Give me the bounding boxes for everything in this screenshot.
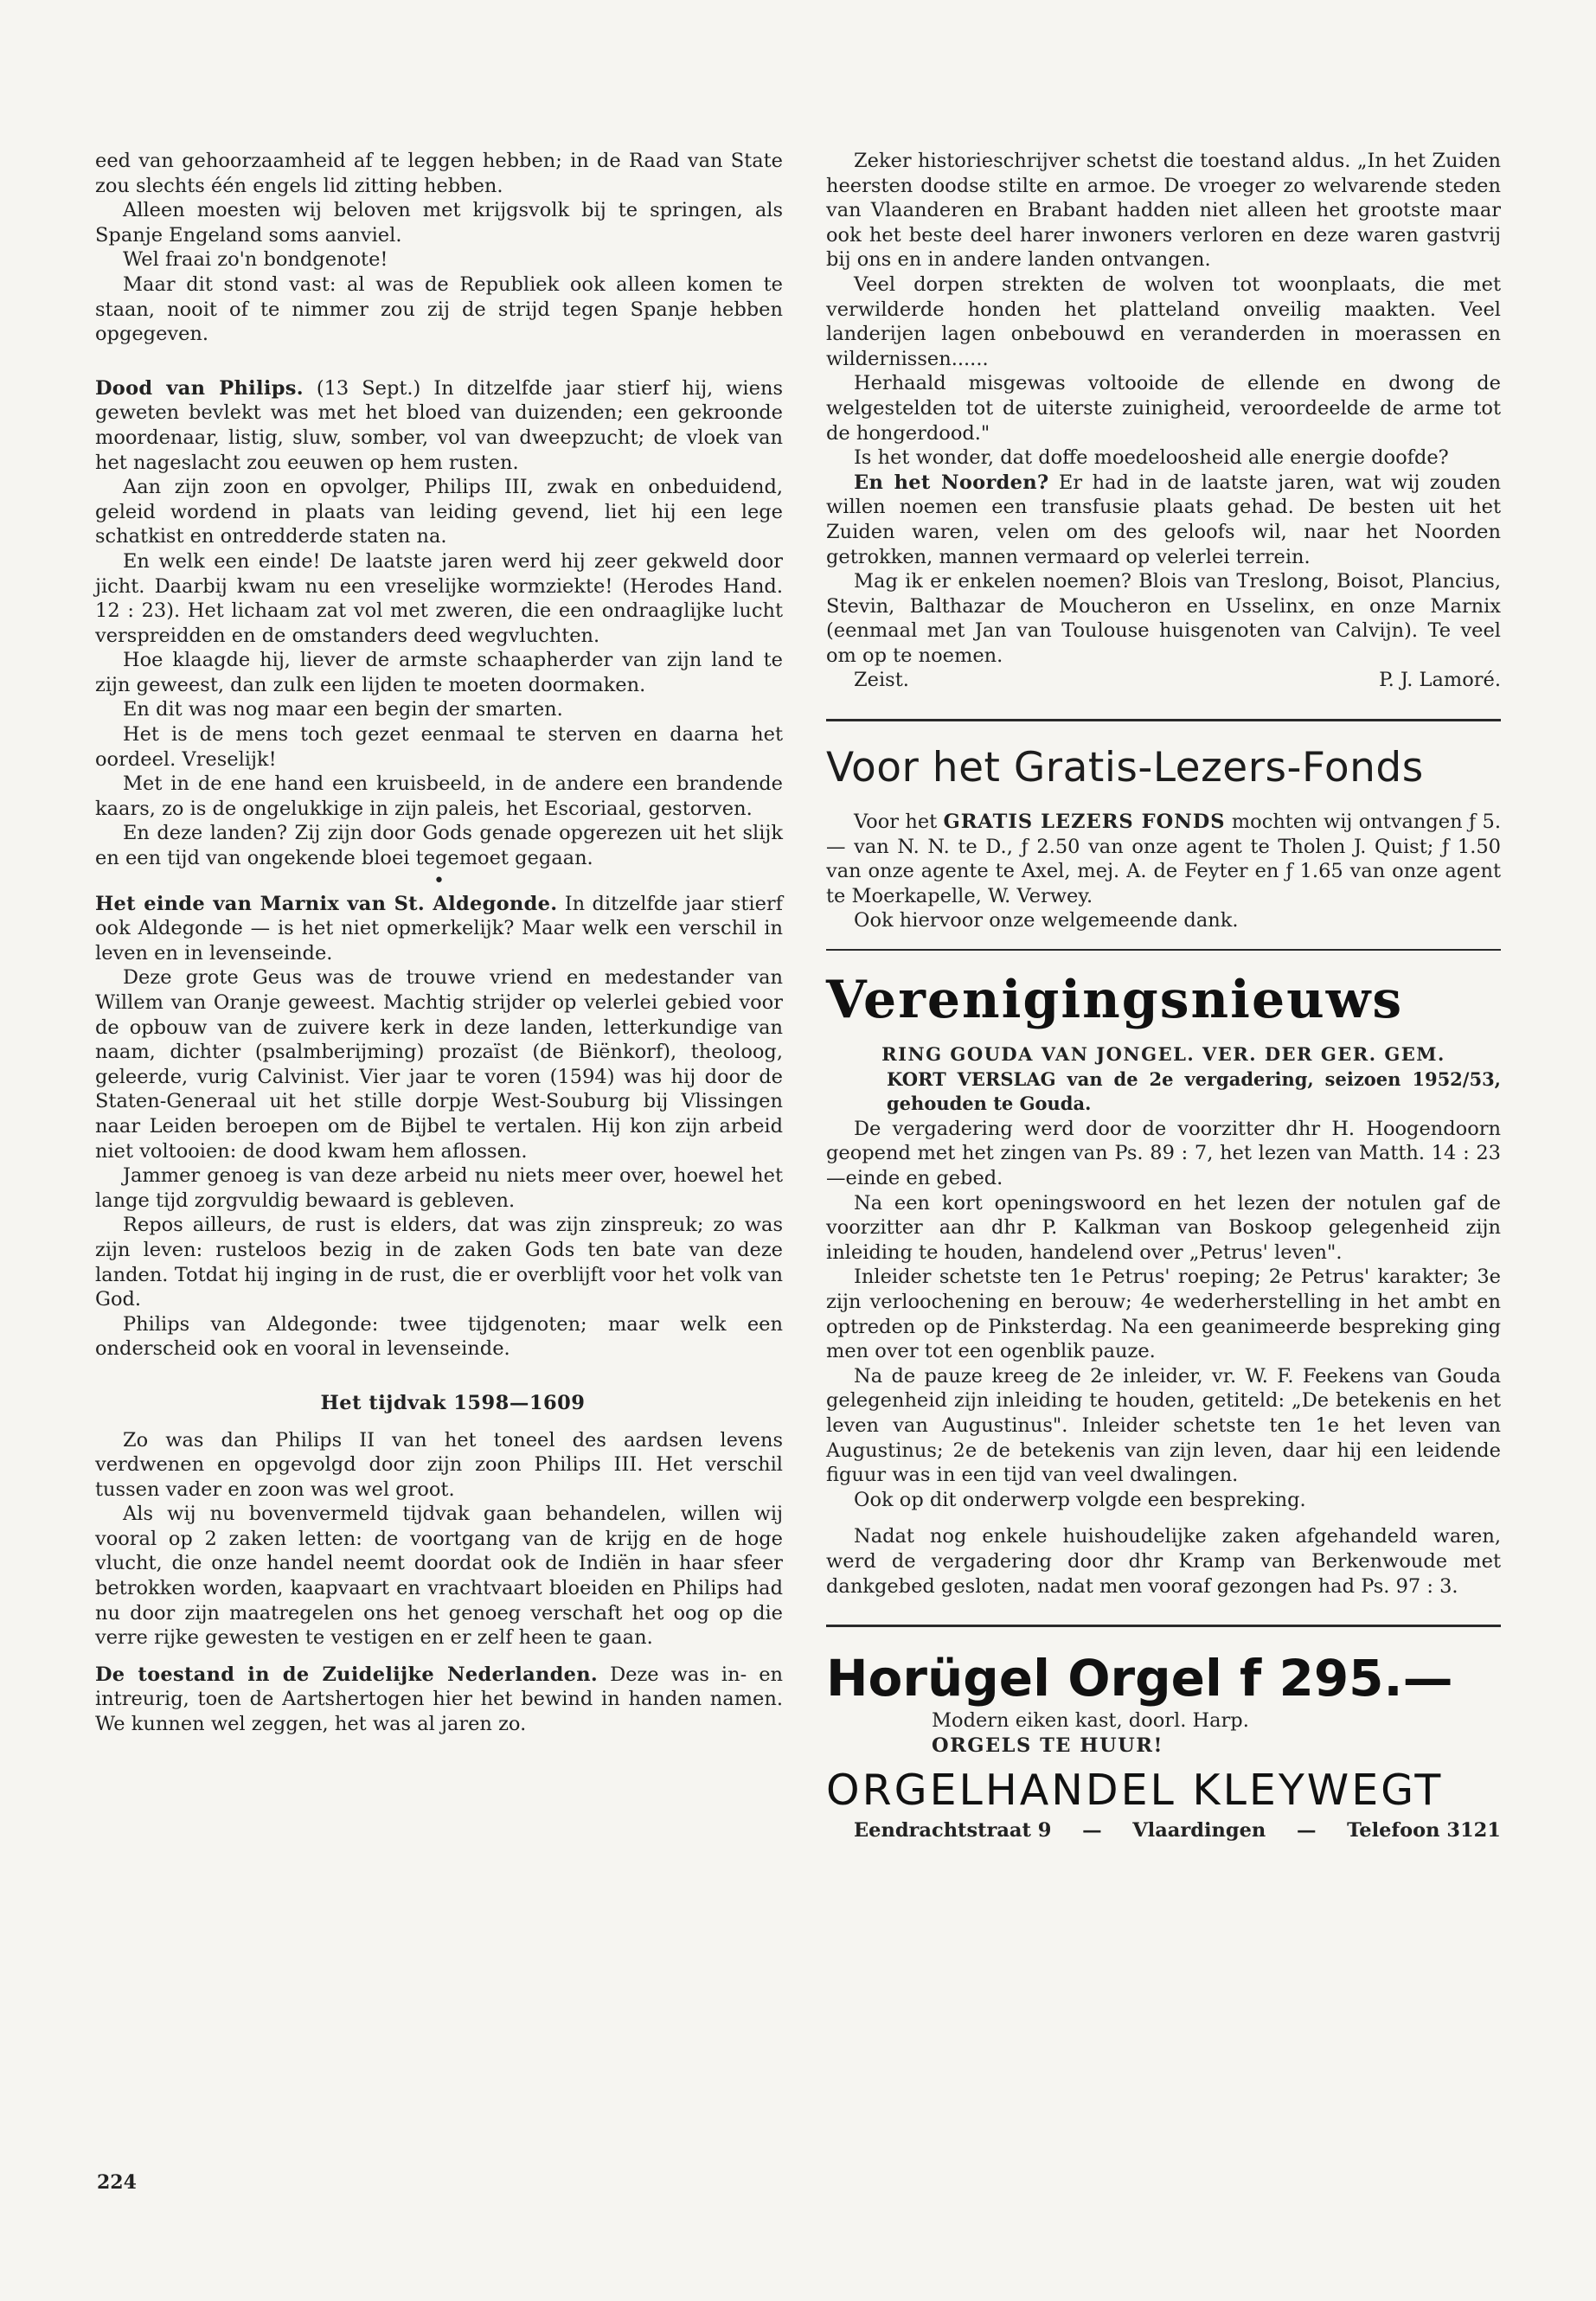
paragraph: Wel fraai zo'n bondgenote! [123, 248, 388, 272]
paragraph: Is het wonder, dat doffe moedeloosheid alle energie doofde? [854, 446, 1449, 470]
signature-place: Zeist. [854, 669, 909, 692]
paragraph: Veel dorpen strekten de wolven tot woonplaats, die met verwilderde honden het platteland onveilig maakten. Veel landerijen lagen onbebouwd en veranderden in moerassen en wildernissen...... [826, 272, 1501, 370]
signature-name: P. J. Lamoré. [1379, 669, 1501, 692]
section-text: Deze was in- en intreurig, toen de Aartshertogen hier het bewind in handen namen. We kunnen wel zeggen, het was al jaren zo. [95, 1663, 784, 1736]
advertisement [826, 1648, 1501, 1843]
verslag-heading: KORT VERSLAG van de 2e vergadering, seizoen 1952/53, gehouden te Gouda. [887, 1067, 1501, 1115]
right-column [826, 149, 1501, 1843]
text: mochten wij ontvangen ƒ 5.— van N. N. te D., ƒ 2.50 van onze agent te Tholen J. Quist; ƒ 1.50 van onze agente te Axel, mej. A. de Feyter en ƒ 1.65 van onze agent te Moerkapelle, W. Verwey. [826, 811, 1502, 907]
ring-heading: RING GOUDA VAN JONGEL. VER. DER GER. GEM. [881, 1043, 1445, 1066]
paragraph: Nadat nog enkele huishoudelijke zaken afgehandeld waren, werd de vergadering door dhr Kramp van Berkenwoude met dankgebed gesloten, nadat men vooraf gezongen had Ps. 97 : 3. [826, 1525, 1501, 1598]
paragraph: Ook hiervoor onze welgemeende dank. [854, 909, 1239, 933]
fund-name: GRATIS LEZERS FONDS [943, 811, 1226, 834]
ad-dash: — [1296, 1819, 1317, 1843]
paragraph: Mag ik er enkelen noemen? Blois van Treslong, Boisot, Plancius, Stevin, Balthazar de Moucheron en Usselinx, en onze Marnix (eenmaal met Jan van Toulouse huisgenoten van Calvijn). Te veel om op te noemen. [826, 570, 1501, 667]
paragraph: Philips van Aldegonde: twee tijdgenoten; maar welk een onderscheid ook en vooral in levenseinde. [95, 1312, 783, 1361]
gratis-heading: Voor het Gratis-Lezers-Fonds [826, 744, 1424, 792]
paragraph: Zo was dan Philips II van het toneel des aardsen levens verdwenen en opgevolgd door zijn zoon Philips III. Het verschil tussen vader en zoon was wel groot. [95, 1428, 783, 1501]
section-noorden [826, 471, 1501, 569]
section-marnix [95, 892, 783, 966]
paragraph: Deze grote Geus was de trouwe vriend en medestander van Willem van Oranje geweest. Machtig strijder op velerlei gebied voor de opbouw van de zuivere kerk in deze landen, letterkundige van naam, dichter (psalmberijming) prozaïst (de Biënkorf), theoloog, geleerde, vurig Calvinist. Vier jaar te voren (1594) was hij door de Staten-Generaal uit het stille dorpje West-Souburg bij Vlissingen naar Leiden beroepen om de Bijbel te vertalen. Hij kon zijn arbeid niet voltooien: de dood kwam hem aflossen. [95, 966, 783, 1163]
paragraph: Inleider schetste ten 1e Petrus' roeping; 2e Petrus' karakter; 3e zijn verloochening en berouw; 4e wederherstelling in het ambt en optreden op de Pinksterdag. Na een geanimeerde bespreking ging men over tot een ogenblik pauze. [826, 1266, 1501, 1363]
ad-title: Horügel Orgel f 295.— [826, 1649, 1453, 1708]
paragraph: Met in de ene hand een kruisbeeld, in de andere een brandende kaars, zo is de ongelukkige in zijn paleis, het Escoriaal, gestorven. [95, 772, 783, 820]
ad-address [826, 1818, 1501, 1843]
ad-company: ORGELHANDEL KLEYWEGT [826, 1766, 1444, 1816]
section-lead: Het einde van Marnix van St. Aldegonde. [95, 892, 558, 915]
paragraph: En welk een einde! De laatste jaren werd hij zeer gekweld door jicht. Daarbij kwam nu een vreselijke wormziekte! (Herodes Hand. 12 : 23). Het lichaam zat vol met zweren, die een ondraaglijke lucht verspreidden en de omstanders deed wegvluchten. [95, 549, 783, 647]
paragraph: En deze landen? Zij zijn door Gods genade opgerezen uit het slijk en een tijd van ongekende bloei tegemoet gegaan. [95, 822, 783, 870]
paragraph: Alleen moesten wij beloven met krijgsvolk bij te springen, als Spanje Engeland soms aanviel. [95, 199, 783, 247]
section-text: (13 Sept.) In ditzelfde jaar stierf hij, wiens geweten bevlekt was met het bloed van duizenden; een gekroonde moordenaar, listig, sluw, somber, vol van dweepzucht; de vloek van het nageslacht zou eeuwen op hem rusten. [95, 376, 783, 474]
paragraph: En dit was nog maar een begin der smarten. [123, 698, 563, 721]
paragraph: Zeker historieschrijver schetst die toestand aldus. „In het Zuiden heersten doodse stilte en armoe. De vroeger zo welvarende steden van Vlaanderen en Brabant hadden niet alleen het grootste maar ook het beste deel harer inwoners verloren en deze waren gastvrij bij ons en in andere landen ontvangen. [826, 150, 1501, 272]
ad-rental: ORGELS TE HUUR! [932, 1734, 1163, 1757]
section-lead: En het Noorden? [854, 471, 1049, 494]
ad-line: Modern eiken kast, doorl. Harp. [932, 1709, 1249, 1733]
ad-phone: Telefoon 3121 [1347, 1819, 1501, 1843]
left-column [95, 149, 783, 1737]
section-philips [95, 376, 783, 475]
section-lead: Dood van Philips. [95, 376, 304, 400]
paragraph: Na een kort openingswoord en het lezen der notulen gaf de voorzitter aan dhr P. Kalkman van Boskoop gelegenheid zijn inleiding te houden, handelend over „Petrus' leven". [826, 1191, 1501, 1264]
section-heading: Het tijdvak 1598—1609 [320, 1391, 586, 1414]
paragraph: De vergadering werd door de voorzitter dhr H. Hoogendoorn geopend met het zingen van Ps. 89 : 7, het lezen van Matth. 14 : 23—einde en gebed. [826, 1117, 1501, 1189]
ad-dash: — [1082, 1819, 1102, 1843]
verenigingsnieuws-heading: Verenigingsnieuws [826, 970, 1404, 1031]
paragraph: Maar dit stond vast: al was de Republiek ook alleen komen te staan, nooit of te nimmer zou zij de strijd tegen Spanje hebben opgegeven. [95, 272, 783, 346]
ad-city: Vlaardingen [1132, 1819, 1266, 1843]
text: Voor het [854, 811, 944, 834]
paragraph: Na de pauze kreeg de 2e inleider, vr. W. F. Feekens van Gouda gelegenheid zijn inleiding te houden, getiteld: „De betekenis en het leven van Augustinus". Inleider schetste ten 1e het leven van Augustinus; 2e de betekenis van zijn leven, daar hij een leidende figuur was in een tijd van veel dwalingen. [826, 1364, 1501, 1487]
paragraph: Als wij nu bovenvermeld tijdvak gaan behandelen, willen wij vooral op 2 zaken letten: de voortgang van de krijg en de hoge vlucht, die onze handel neemt doordat ook de Indiën in haar sfeer betrokken worden, kaapvaart en vrachtvaart bloeiden en Philips had nu door zijn maatregelen ons het genoeg verschaft het oog op die verre rijke gewesten te vestigen en er zelf heen te gaan. [95, 1503, 783, 1650]
gratis-paragraph [826, 810, 1501, 908]
signature [826, 668, 1501, 693]
section-lead: De toestand in de Zuidelijke Nederlanden. [95, 1663, 599, 1686]
paragraph: eed van gehoorzaamheid af te leggen hebben; in de Raad van State zou slechts één engels lid zitting hebben. [95, 150, 783, 197]
paragraph: Herhaald misgewas voltooide de ellende en dwong de welgestelden tot de uiterste zuinigheid, veroordeelde de arme tot de hongerdood." [826, 372, 1501, 445]
section-zuid [95, 1663, 783, 1737]
ad-street: Eendrachtstraat 9 [854, 1819, 1052, 1843]
divider [826, 719, 1501, 721]
section-text: Er had in de laatste jaren, wat wij zouden willen noemen een transfusie plaats gehad. De besten uit het Zuiden waren, velen om des geloofs wil, naar het Noorden getrokken, mannen vermaard op velerlei terrein. [826, 471, 1501, 568]
divider [826, 949, 1501, 951]
paragraph: Het is de mens toch gezet eenmaal te sterven en daarna het oordeel. Vreselijk! [95, 723, 783, 771]
paragraph: Ook op dit onderwerp volgde een bespreking. [854, 1488, 1306, 1511]
paragraph: Jammer genoeg is van deze arbeid nu niets meer over, hoewel het lange tijd zorgvuldig bewaard is gebleven. [95, 1164, 783, 1212]
section-text: In ditzelfde jaar stierf ook Aldegonde — is het niet opmerkelijk? Maar welk een verschil in leven en in levenseinde. [95, 892, 783, 965]
divider [826, 1625, 1501, 1627]
page-number: 224 [97, 2171, 137, 2194]
paragraph: Hoe klaagde hij, liever de armste schaapherder van zijn land te zijn geweest, dan zulk een lijden te moeten doormaken. [95, 649, 783, 696]
ornament-dot: • [433, 869, 445, 892]
paragraph: Repos ailleurs, de rust is elders, dat was zijn zinspreuk; zo was zijn leven: rusteloos bezig in de zaken Gods ten bate van deze landen. Totdat hij inging in de rust, die er overblijft voor het volk van God. [95, 1214, 783, 1311]
paragraph: Aan zijn zoon en opvolger, Philips III, zwak en onbeduidend, geleid wordend in plaats van leiding gevend, liet hij een lege schatkist en ontredderde staten na. [95, 476, 783, 548]
